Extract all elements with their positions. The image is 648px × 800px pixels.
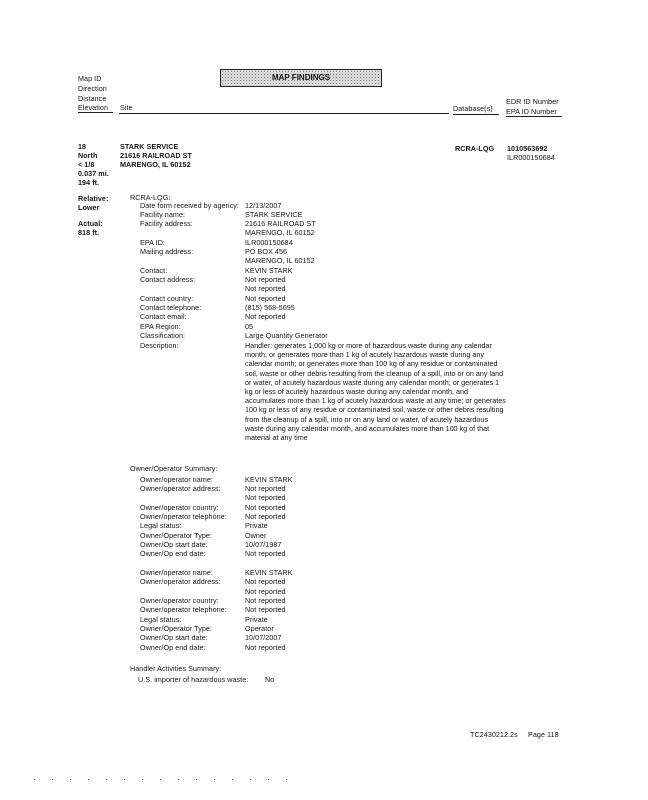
footer-doc-id: TC2430212.2s xyxy=(470,730,518,739)
field-label: Contact country: xyxy=(140,294,194,303)
field-value: KEVIN STARK xyxy=(245,266,293,275)
field-value: MARENGO, IL 60152 xyxy=(245,228,315,237)
field-value: PO BOX 456 xyxy=(245,247,288,256)
header-rule-ids xyxy=(506,116,562,117)
owner-value: Not reported xyxy=(245,605,286,614)
header-label-direction: Direction xyxy=(78,84,107,93)
header-label-map-id: Map ID xyxy=(78,74,102,83)
owner-label: Owner/Operator Type: xyxy=(140,531,212,540)
field-label: Contact email: xyxy=(140,312,187,321)
relative-label: Relative: xyxy=(78,194,109,203)
actual-value: 818 ft. xyxy=(78,228,100,237)
owner-value: Not reported xyxy=(245,596,286,605)
footer-page-number: Page 118 xyxy=(528,730,559,739)
map-id-value: 18 xyxy=(78,142,87,151)
field-value: Not reported xyxy=(245,275,286,284)
field-label: Contact: xyxy=(140,266,168,275)
field-value: Not reported xyxy=(245,294,286,303)
owner-value: 10/07/2007 xyxy=(245,633,282,642)
header-label-elevation: Elevation xyxy=(78,103,109,112)
map-findings-title: MAP FINDINGS xyxy=(271,73,331,82)
map-findings-banner xyxy=(220,69,382,87)
scan-dots xyxy=(34,779,304,780)
owner-value: KEVIN STARK xyxy=(245,475,293,484)
field-value: (815) 568-5695 xyxy=(245,303,295,312)
owner-label: Owner/operator telephone: xyxy=(140,512,227,521)
field-label: Mailing address: xyxy=(140,247,194,256)
field-label: Description: xyxy=(140,341,179,350)
owner-value: Not reported xyxy=(245,549,286,558)
owner-summary-title: Owner/Operator Summary: xyxy=(130,464,218,473)
handler-value: No xyxy=(265,675,275,684)
actual-label: Actual: xyxy=(78,219,103,228)
site-city: MARENGO, IL 60152 xyxy=(120,160,191,169)
header-rule-site xyxy=(119,113,449,114)
field-value: STARK SERVICE xyxy=(245,210,303,219)
owner-label: Owner/operator name: xyxy=(140,568,213,577)
owner-value: KEVIN STARK xyxy=(245,568,293,577)
field-value: 21616 RAILROAD ST xyxy=(245,219,316,228)
database-value: RCRA-LQG xyxy=(455,144,495,153)
owner-label: Owner/Op start date: xyxy=(140,633,208,642)
description-text: Handler: generates 1,000 kg or more of hazardous waste during any calendar month; or generates more than 1 kg of acutely hazardous waste during any calendar month; or generates more than 100 kg of any residue or contaminated soil, waste or other debris resulting from the cleanup of a spill, into or on any land or water, of acutely hazardous waste during any calendar month; or generates 1 kg or less of acutely hazardous waste during any calendar month, and accumulates more than 1 kg of acutely hazardous waste at any time; or generates 100 kg or less of any residue or contaminated soil, waste or other debris resulting from the cleanup of a spill, into or on any land or water, of acutely hazardous waste during any calendar month, and accumulates more than 100 kg of that material at any time xyxy=(245,341,506,443)
field-label: Classification: xyxy=(140,331,186,340)
field-value: Not reported xyxy=(245,284,286,293)
direction-value: North xyxy=(78,151,98,160)
field-label: Contact telephone: xyxy=(140,303,202,312)
header-label-epa-id: EPA ID Number xyxy=(506,107,557,116)
distance-mi-value: 0.037 mi. xyxy=(78,169,109,178)
field-label: EPA ID: xyxy=(140,238,165,247)
owner-label: Owner/Operator Type: xyxy=(140,624,212,633)
field-value: 12/13/2007 xyxy=(245,201,282,210)
header-label-site: Site xyxy=(120,103,133,112)
field-label: Date form received by agency: xyxy=(140,201,239,210)
owner-value: Owner xyxy=(245,531,267,540)
owner-label: Owner/operator address: xyxy=(140,577,221,586)
owner-value: Not reported xyxy=(245,587,286,596)
field-label: Contact address: xyxy=(140,275,196,284)
site-street: 21616 RAILROAD ST xyxy=(120,151,192,160)
owner-value: 10/07/1987 xyxy=(245,540,282,549)
owner-label: Owner/Op end date: xyxy=(140,643,206,652)
handler-title: Handler Activities Summary: xyxy=(130,664,222,673)
epa-id-value: ILR000150684 xyxy=(507,153,555,162)
owner-label: Owner/Op start date: xyxy=(140,540,208,549)
section-title: RCRA-LQG: xyxy=(130,193,171,202)
header-rule-database xyxy=(453,114,499,115)
distance-range-value: < 1/8 xyxy=(78,160,95,169)
owner-value: Not reported xyxy=(245,484,286,493)
edr-id-value: 1010563692 xyxy=(507,144,548,153)
owner-label: Owner/operator country: xyxy=(140,596,219,605)
owner-label: Owner/operator address: xyxy=(140,484,221,493)
owner-value: Private xyxy=(245,521,268,530)
owner-value: Not reported xyxy=(245,643,286,652)
field-label: EPA Region: xyxy=(140,322,181,331)
owner-value: Not reported xyxy=(245,577,286,586)
field-value: Large Quantity Generator xyxy=(245,331,328,340)
header-label-edr-id: EDR ID Number xyxy=(506,97,559,106)
relative-value: Lower xyxy=(78,203,100,212)
owner-label: Owner/operator country: xyxy=(140,503,219,512)
field-label: Facility address: xyxy=(140,219,193,228)
owner-label: Owner/operator telephone: xyxy=(140,605,227,614)
owner-label: Owner/operator name: xyxy=(140,475,213,484)
field-value: Not reported xyxy=(245,312,286,321)
owner-value: Not reported xyxy=(245,512,286,521)
distance-ft-value: 194 ft. xyxy=(78,178,100,187)
field-value: MARENGO, IL 60152 xyxy=(245,256,315,265)
field-value: 05 xyxy=(245,322,254,331)
owner-value: Operator xyxy=(245,624,274,633)
owner-value: Not reported xyxy=(245,493,286,502)
header-label-distance: Distance xyxy=(78,94,107,103)
field-value: ILR000150684 xyxy=(245,238,293,247)
header-label-database: Database(s) xyxy=(453,104,493,113)
owner-label: Legal status: xyxy=(140,615,182,624)
field-label: Facility name: xyxy=(140,210,186,219)
owner-label: Owner/Op end date: xyxy=(140,549,206,558)
owner-label: Legal status: xyxy=(140,521,182,530)
site-name: STARK SERVICE xyxy=(120,142,179,151)
header-rule-left xyxy=(78,112,113,113)
owner-value: Not reported xyxy=(245,503,286,512)
owner-value: Private xyxy=(245,615,268,624)
handler-label: U.S. importer of hazardous waste: xyxy=(138,675,249,684)
